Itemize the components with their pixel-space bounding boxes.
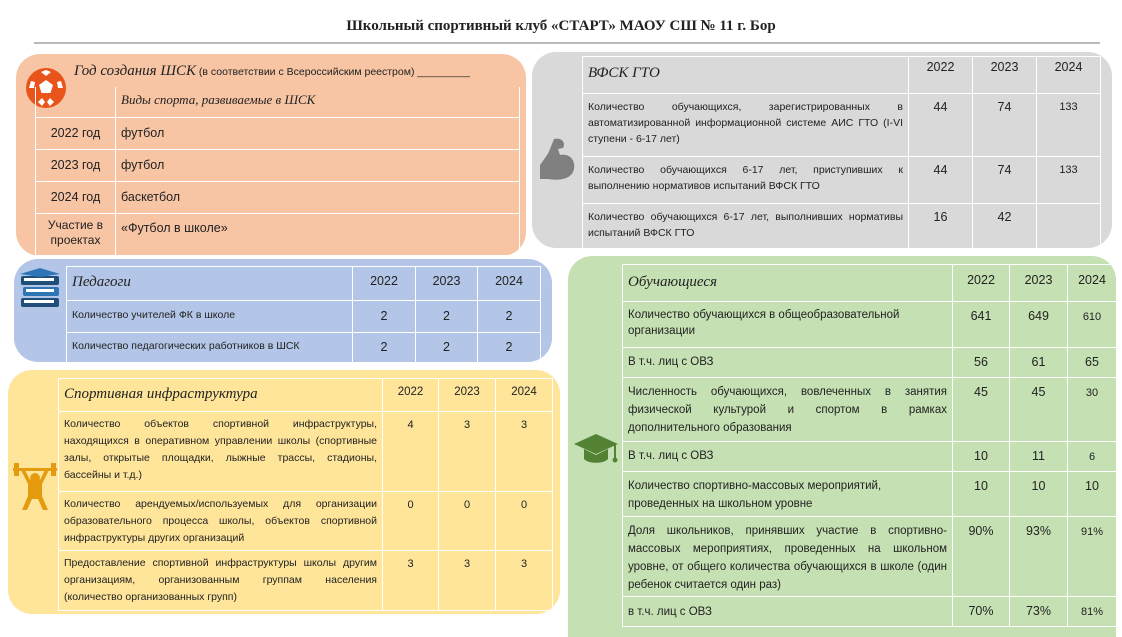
- gto-table: [582, 56, 1101, 250]
- founding-heading: Год создания ШСК: [74, 63, 196, 79]
- founding-row-label: Участие в проектах: [36, 214, 116, 256]
- sports-header: Виды спорта, развиваемые в ШСК: [116, 87, 520, 118]
- gto-value: 44: [909, 157, 973, 204]
- students-value: 45: [1010, 378, 1068, 442]
- infrastructure-row-label: Предоставление спортивной инфраструктуры школы другим организациям, организованным группам населения (количество организованных групп): [59, 551, 383, 611]
- infrastructure-row-label: Количество арендуемых/используемых для организации образовательного процесса школы, объектов спортивной инфраструктуры других организаций: [59, 492, 383, 551]
- gto-value: 74: [973, 94, 1037, 157]
- weightlifter-icon: [12, 462, 58, 512]
- teachers-year-header: 2022: [353, 267, 416, 301]
- infrastructure-value: 3: [383, 551, 439, 611]
- infrastructure-value: 0: [496, 492, 553, 551]
- students-heading: Обучающиеся: [623, 265, 953, 302]
- title-divider: [34, 42, 1100, 44]
- students-value: 10: [1010, 472, 1068, 517]
- infrastructure-table: [58, 378, 553, 611]
- students-value: 11: [1010, 442, 1068, 472]
- teachers-row-label: Количество педагогических работников в ШСК: [67, 333, 353, 363]
- teachers-table: [66, 266, 541, 363]
- gto-row-label: Количество обучающихся, зарегистрированных в автоматизированной информационной системе АИС ГТО (I-VI ступени - 6-17 лет): [583, 94, 909, 157]
- gto-year-header: 2022: [909, 57, 973, 94]
- gto-year-header: 2023: [973, 57, 1037, 94]
- gto-value: 133: [1037, 94, 1101, 157]
- students-value: 610: [1068, 302, 1117, 348]
- teachers-value: 2: [416, 333, 478, 363]
- gto-row-label: Количество обучающихся 6-17 лет, приступивших к выполнению нормативов испытаний ВФСК ГТО: [583, 157, 909, 204]
- gto-value: 16: [909, 204, 973, 250]
- founding-row-value: «Футбол в школе»: [116, 214, 520, 256]
- founding-row-label: 2022 год: [36, 118, 116, 150]
- founding-row-value: футбол: [116, 118, 520, 150]
- graduation-cap-icon: [572, 432, 620, 468]
- infrastructure-value: 3: [496, 412, 553, 492]
- page-title: Школьный спортивный клуб «СТАРТ» МАОУ СШ № 11 г. Бор: [346, 18, 776, 34]
- teachers-value: 2: [478, 301, 541, 333]
- founding-row-value: баскетбол: [116, 182, 520, 214]
- students-value: 10: [1068, 472, 1117, 517]
- students-row-label: В т.ч. лиц с ОВЗ: [623, 442, 953, 472]
- teachers-row-label: Количество учителей ФК в школе: [67, 301, 353, 333]
- students-value: 649: [1010, 302, 1068, 348]
- students-value: 6: [1068, 442, 1117, 472]
- students-value: 73%: [1010, 597, 1068, 627]
- founding-row-label: 2024 год: [36, 182, 116, 214]
- gto-value: 44: [909, 94, 973, 157]
- flexed-bicep-icon: [536, 135, 578, 183]
- infrastructure-row-label: Количество объектов спортивной инфраструктуры, находящихся в оперативном управлении школы (спортивные залы, открытые площадки, лыжные трассы, стадионы, бассейны и т.д.): [59, 412, 383, 492]
- founding-corner-cell: [36, 87, 116, 118]
- students-table: [622, 264, 1117, 627]
- infrastructure-value: 4: [383, 412, 439, 492]
- students-year-header: 2022: [953, 265, 1010, 302]
- students-value: 30: [1068, 378, 1117, 442]
- teachers-year-header: 2024: [478, 267, 541, 301]
- gto-value: 74: [973, 157, 1037, 204]
- students-value: 70%: [953, 597, 1010, 627]
- students-value: 10: [953, 472, 1010, 517]
- students-value: 93%: [1010, 517, 1068, 597]
- students-row-label: В т.ч. лиц с ОВЗ: [623, 348, 953, 378]
- students-value: 641: [953, 302, 1010, 348]
- gto-value: 133: [1037, 157, 1101, 204]
- teachers-value: 2: [478, 333, 541, 363]
- students-value: 90%: [953, 517, 1010, 597]
- teachers-year-header: 2023: [416, 267, 478, 301]
- gto-row-label: Количество обучающихся 6-17 лет, выполнивших нормативы испытаний ВФСК ГТО: [583, 204, 909, 250]
- teachers-value: 2: [416, 301, 478, 333]
- founding-table: [35, 54, 520, 256]
- students-row-label: Доля школьников, принявших участие в спортивно-массовых мероприятиях, проведенных на школьном уровне, от общего количества обучающихся в школе (один ребенок считается один раз): [623, 517, 953, 597]
- teachers-value: 2: [353, 301, 416, 333]
- infrastructure-year-header: 2023: [439, 379, 496, 412]
- students-row-label: Численность обучающихся, вовлеченных в занятия физической культурой и спортом в рамках дополнительного образования: [623, 378, 953, 442]
- gto-value: 42: [973, 204, 1037, 250]
- students-value: 81%: [1068, 597, 1117, 627]
- infrastructure-value: 0: [383, 492, 439, 551]
- students-row-label: Количество спортивно-массовых мероприятий, проведенных на школьном уровне: [623, 472, 953, 517]
- infrastructure-heading: Спортивная инфраструктура: [59, 379, 383, 412]
- infrastructure-value: 3: [439, 412, 496, 492]
- teachers-value: 2: [353, 333, 416, 363]
- gto-heading: ВФСК ГТО: [583, 57, 909, 94]
- students-value: 61: [1010, 348, 1068, 378]
- founding-row-label: 2023 год: [36, 150, 116, 182]
- students-row-label: в т.ч. лиц с ОВЗ: [623, 597, 953, 627]
- books-icon: [18, 268, 62, 310]
- infrastructure-value: 0: [439, 492, 496, 551]
- infrastructure-value: 3: [496, 551, 553, 611]
- students-value: 91%: [1068, 517, 1117, 597]
- students-value: 56: [953, 348, 1010, 378]
- gto-year-header: 2024: [1037, 57, 1101, 94]
- students-year-header: 2024: [1068, 265, 1117, 302]
- founding-row-value: футбол: [116, 150, 520, 182]
- gto-value: [1037, 204, 1101, 250]
- students-value: 65: [1068, 348, 1117, 378]
- students-row-label: Количество обучающихся в общеобразовательной организации: [623, 302, 953, 348]
- students-value: 45: [953, 378, 1010, 442]
- students-value: 10: [953, 442, 1010, 472]
- teachers-heading: Педагоги: [67, 267, 353, 301]
- infrastructure-year-header: 2022: [383, 379, 439, 412]
- students-year-header: 2023: [1010, 265, 1068, 302]
- founding-note: (в соответствии с Всероссийским реестром) _________: [198, 66, 470, 78]
- infrastructure-value: 3: [439, 551, 496, 611]
- infrastructure-year-header: 2024: [496, 379, 553, 412]
